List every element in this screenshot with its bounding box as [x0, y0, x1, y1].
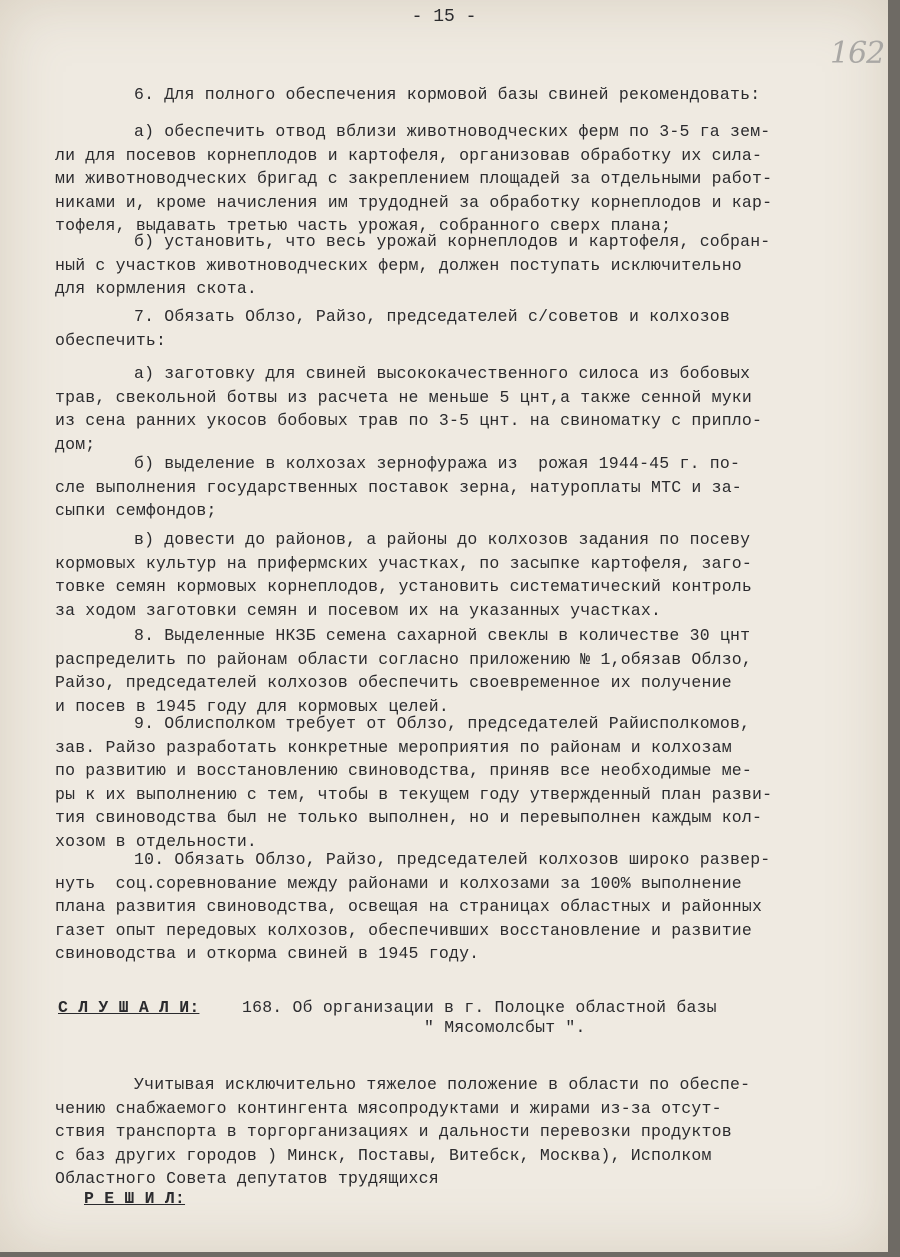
text-line: Областного Совета депутатов трудящихся	[55, 1169, 439, 1188]
text-line: по развитию и восстановлению свиноводства, приняв все необходимые ме-	[55, 761, 753, 780]
text-line: никами и, кроме начисления им трудодней за обработку корнеплодов и кар-	[55, 192, 773, 212]
text-line: 6. Для полного обеспечения кормовой базы свиней рекомендовать:	[134, 85, 761, 104]
page-edge-bottom	[0, 1252, 900, 1257]
text-line: товке семян кормовых корнеплодов, установить систематический контроль	[55, 577, 753, 596]
text-line: чению снабжаемого контингента мясопродуктами и жирами из-за отсут-	[55, 1098, 722, 1118]
text-line: Учитывая исключительно тяжелое положение в области по обеспе-	[134, 1075, 751, 1094]
text-line: распределить по районам области согласно приложению № 1,обязав Облзо,	[55, 649, 753, 669]
text-line: зав. Райзо разработать конкретные мероприятия по районам и колхозам	[55, 737, 732, 757]
paragraph-7a	[55, 362, 762, 456]
text-line: кормовых культур на прифермских участках, по засыпке картофеля, заго-	[55, 553, 753, 573]
text-line: трав, свекольной ботвы из расчета не меньше 5 цнт,а также сенной муки	[55, 387, 753, 407]
text-line: с баз других городов ) Минск, Поставы, Витебск, Москва), Исполком	[55, 1145, 712, 1165]
text-line: ми животноводческих бригад с закреплением площадей за отдельными работ-	[55, 169, 773, 188]
text-line: газет опыт передовых колхозов, обеспечивших восстановление и развитие	[55, 920, 753, 940]
text-line: за ходом заготовки семян и посевом их на указанных участках.	[55, 600, 662, 620]
paragraph-7	[55, 305, 730, 352]
text-line: для кормления скота.	[55, 279, 258, 298]
text-line: Райзо, председателей колхозов обеспечить своевременное их получение	[55, 673, 732, 692]
text-line: дом;	[55, 434, 96, 454]
paragraph-6a	[55, 120, 772, 238]
text-line: из сена ранних укосов бобовых трав по 3-5 цнт. на свиноматку с припло-	[55, 411, 763, 430]
text-line: сыпки семфондов;	[55, 501, 217, 520]
decided-label: Р Е Ш И Л:	[84, 1189, 186, 1208]
text-line: 8. Выделенные НКЗБ семена сахарной свеклы в количестве 30 цнт	[134, 626, 751, 645]
text-line: а) обеспечить отвод вблизи животноводческих ферм по 3-5 га зем-	[134, 122, 771, 141]
paragraph-7b	[55, 452, 742, 523]
text-line: плана развития свиноводства, освещая на страницах областных и районных	[55, 897, 763, 916]
paragraph-8	[55, 624, 752, 718]
text-line: сле выполнения государственных поставок зерна, натуроплаты МТС и за-	[55, 477, 742, 497]
paragraph-final	[55, 1073, 750, 1191]
text-line: 9. Облисполком требует от Облзо, председателей Райисполкомов,	[134, 714, 751, 733]
text-line: 10. Обязать Облзо, Райзо, председателей колхозов широко развер-	[134, 850, 771, 869]
text-line: 7. Обязать Облзо, Райзо, председателей с/советов и колхозов	[134, 307, 730, 326]
page-edge-right	[888, 0, 900, 1257]
text-line: ры к их выполнению с тем, чтобы в текущем году утвержденный план разви-	[55, 784, 773, 804]
text-line: тия свиноводства был не только выполнен, но и перевыполнен каждым кол-	[55, 808, 763, 827]
archive-sheet-number: 162	[830, 36, 885, 71]
paragraph-6	[134, 83, 760, 107]
heard-label: С Л У Ш А Л И:	[58, 998, 200, 1017]
text-line: обеспечить:	[55, 330, 167, 350]
text-line: б) установить, что весь урожай корнеплодов и картофеля, собран-	[134, 232, 771, 251]
paragraph-10	[55, 848, 770, 966]
text-line: ный с участков животноводческих ферм, должен поступать исключительно	[55, 255, 742, 275]
text-line: и посев в 1945 году для кормовых целей.	[55, 696, 449, 716]
text-line: ствия транспорта в торгорганизациях и дальности перевозки продуктов	[55, 1122, 732, 1141]
heard-item-name: " Мясомолсбыт ".	[424, 1018, 586, 1037]
page-number: - 15 -	[411, 7, 477, 27]
text-line: тофеля, выдавать третью часть урожая, собранного сверх плана;	[55, 216, 672, 235]
text-line: а) заготовку для свиней высококачественного силоса из бобовых	[134, 364, 751, 383]
paragraph-7v	[55, 528, 752, 622]
text-line: ли для посевов корнеплодов и картофеля, организовав обработку их сила-	[55, 145, 763, 165]
paragraph-9	[55, 712, 772, 853]
paragraph-6b	[55, 230, 770, 301]
text-line: в) довести до районов, а районы до колхозов задания по посеву	[134, 530, 751, 549]
text-line: свиноводства и откорма свиней в 1945 году.	[55, 944, 480, 963]
text-line: хозом в отдельности.	[55, 831, 258, 851]
heard-item: 168. Об организации в г. Полоцке областной базы	[242, 998, 717, 1017]
text-line: нуть соц.соревнование между районами и колхозами за 100% выполнение	[55, 873, 742, 893]
text-line: б) выделение в колхозах зернофуража из рожая 1944-45 г. по-	[134, 454, 741, 473]
